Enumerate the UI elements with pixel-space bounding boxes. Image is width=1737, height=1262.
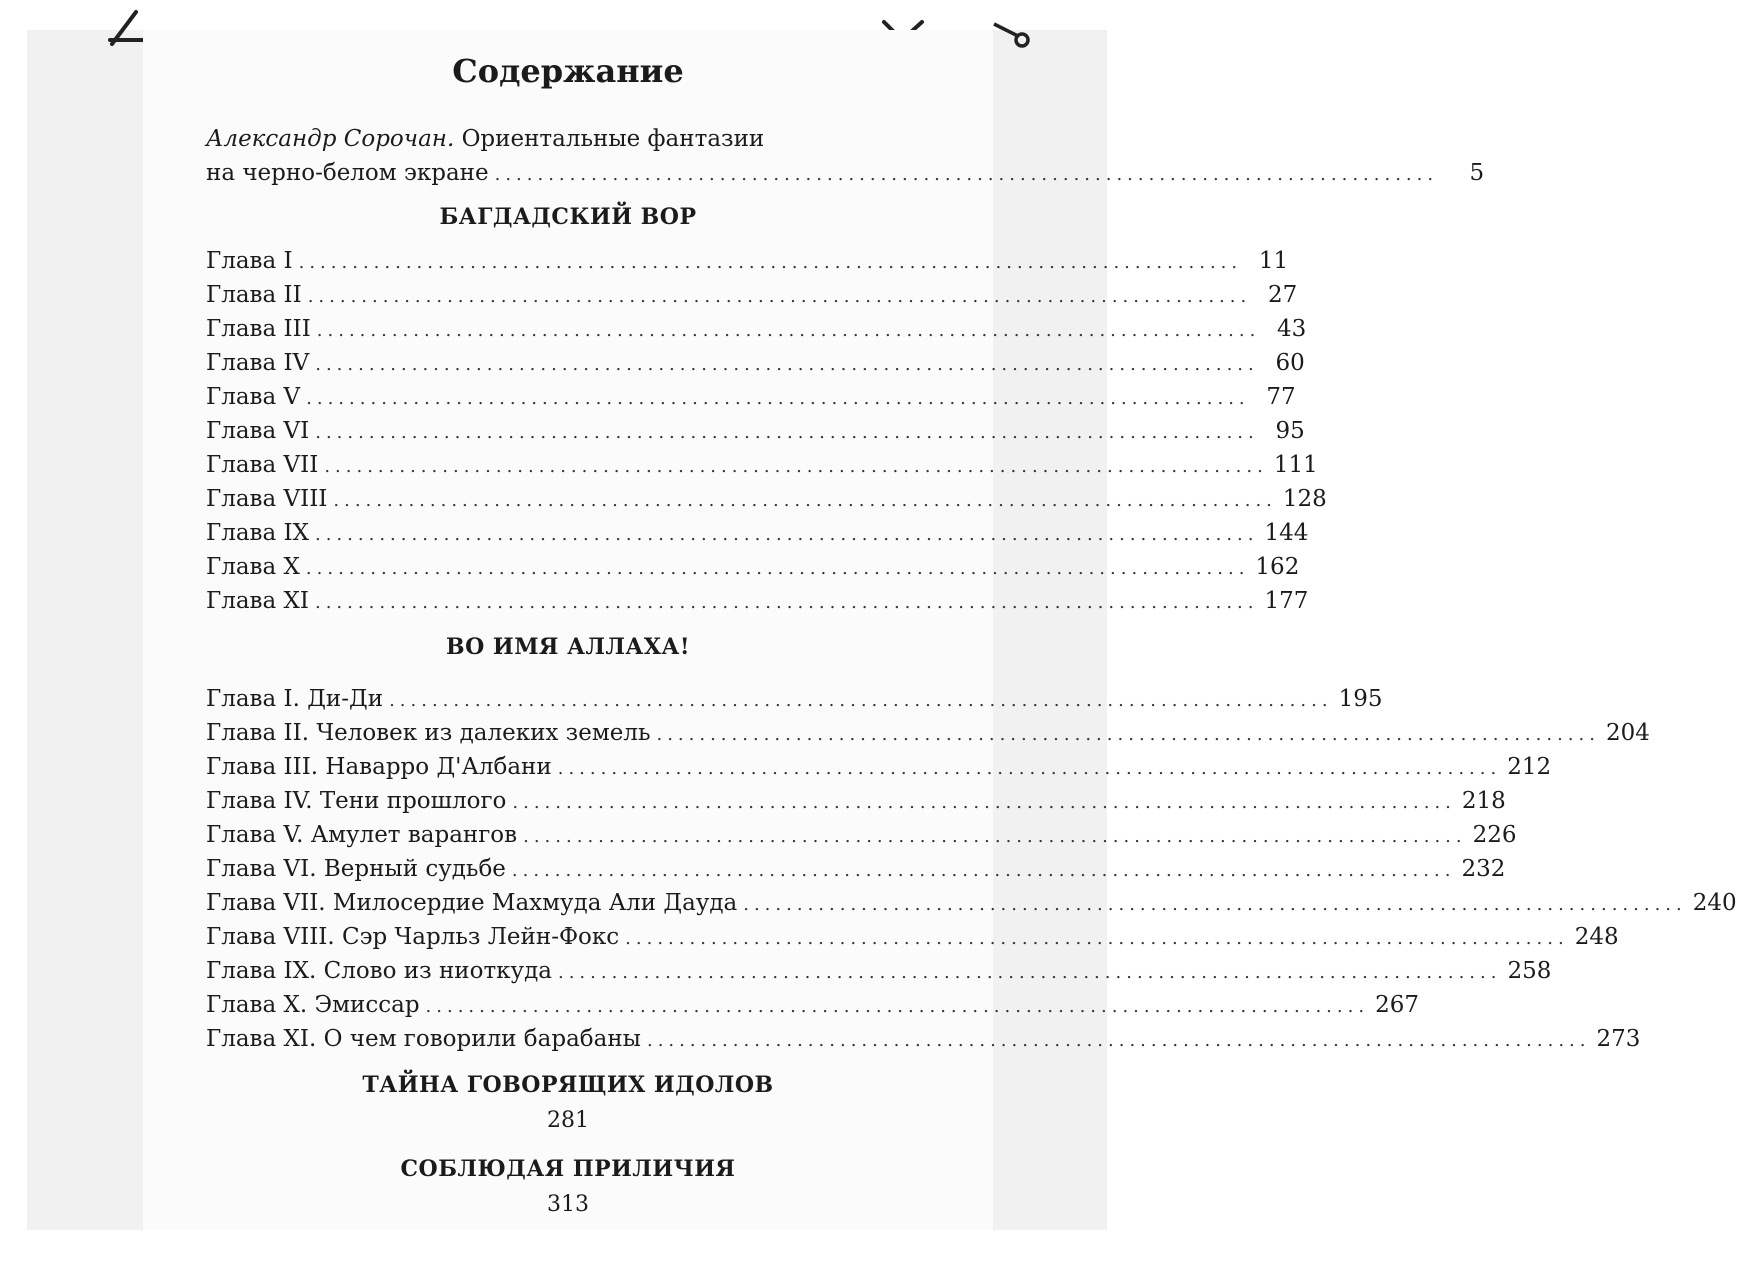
leader-dots: ........................................................................................ [511,860,1456,881]
toc-row [206,448,1318,482]
toc-row-page: 240 [1692,890,1737,916]
toc-row-label: Глава IV. Тени прошлого [206,788,507,814]
toc-row-page: 212 [1507,754,1552,780]
toc-row-page: 218 [1461,788,1506,814]
leader-dots: ........................................................................................ [314,524,1259,545]
leader-dots: ........................................................................................ [306,388,1250,409]
toc-row [206,954,1552,988]
toc-row [206,784,1506,818]
toc-row-label: Глава IX [206,520,309,546]
toc-row-label: Глава VI. Верный судьбе [206,856,506,882]
toc-row [206,852,1506,886]
toc-row-page: 267 [1375,992,1419,1018]
toc-row-page: 258 [1507,958,1552,984]
intro-entry [206,122,888,156]
leader-dots: ........................................................................................ [333,490,1277,511]
leader-dots: ........................................................................................ [314,592,1259,613]
toc-row [206,584,1309,618]
toc-row-label: Глава X. Эмиссар [206,992,420,1018]
toc-row-page: 27 [1267,282,1298,308]
leader-dots: ........................................................................................ [305,558,1250,579]
toc-row-page: 128 [1282,486,1327,512]
leader-dots: ........................................................................................ [324,456,1268,477]
leader-dots: ........................................................................................ [307,286,1252,307]
leader-dots: ........................................................................................ [557,758,1502,779]
toc-row [206,346,1305,380]
toc-row [206,750,1552,784]
leader-dots: ........................................................................................ [646,1030,1591,1051]
leader-dots: ........................................................................................ [512,792,1456,813]
toc-row-label: Глава VIII [206,486,328,512]
toc-row-page: 195 [1338,686,1383,712]
leader-dots: ........................................................................................ [316,320,1261,341]
toc-row [206,380,1296,414]
toc-row [206,716,1650,750]
section-page-keeping-decorum: 313 [547,1192,589,1217]
toc-row [206,414,1305,448]
toc-row-label: Глава V [206,384,301,410]
leader-dots: ........................................................................................ [523,826,1467,847]
toc-row-page: 144 [1264,520,1309,546]
leader-dots: ........................................................................................ [557,962,1502,983]
toc-row-label: Глава XI. О чем говорили барабаны [206,1026,641,1052]
toc-row [206,244,1289,278]
section-heading-talking-idols: ТАЙНА ГОВОРЯЩИХ ИДОЛОВ [362,1072,774,1098]
leader-dots: ........................................................................................ [656,724,1600,745]
toc-row-label: Глава VII [206,452,319,478]
toc-row [206,920,1619,954]
toc-row-page: 177 [1264,588,1309,614]
toc-row [206,516,1309,550]
page-title: Содержание [452,52,684,90]
toc-row-page: 162 [1255,554,1300,580]
toc-row-label: Глава V. Амулет варангов [206,822,518,848]
intro-author: Александр Сорочан. [206,126,455,152]
leader-dots: ........................................................................................ [494,164,1439,185]
toc-row-label: Глава VII. Милосердие Махмуда Али Дауда [206,890,738,916]
toc-row-page: 95 [1275,418,1305,444]
intro-title-line1: Ориентальные фантазии [461,126,765,152]
toc-row-label: Глава II. Человек из далеких земель [206,720,651,746]
toc-row-label: Глава VI [206,418,310,444]
toc-row [206,988,1419,1022]
toc-row-page: 232 [1461,856,1506,882]
toc-row-label: Глава XI [206,588,309,614]
toc-row [206,312,1307,346]
toc-page [143,30,1737,1230]
toc-row [206,886,1737,920]
toc-row-label: Глава II [206,282,302,308]
toc-row-label: Глава X [206,554,300,580]
toc-row-label: Глава VIII. Сэр Чарльз Лейн-Фокс [206,924,620,950]
toc-row-page: 204 [1605,720,1650,746]
toc-row [206,682,1383,716]
toc-row [206,818,1517,852]
toc-row-label: Глава IX. Слово из ниоткуда [206,958,552,984]
toc-row-page: 43 [1277,316,1307,342]
toc-row-page: 226 [1472,822,1517,848]
toc-row-page: 273 [1596,1026,1641,1052]
toc-row-label: Глава I [206,248,293,274]
toc-row-label: Глава I. Ди-Ди [206,686,384,712]
toc-row [206,550,1300,584]
leader-dots: ........................................................................................ [625,928,1569,949]
section-heading-in-allahs-name: ВО ИМЯ АЛЛАХА! [445,634,690,660]
toc-row-page: 60 [1275,350,1305,376]
intro-page: 5 [1469,160,1485,186]
section-heading-baghdad-thief: БАГДАДСКИЙ ВОР [439,204,697,230]
section-heading-keeping-decorum: СОБЛЮДАЯ ПРИЛИЧИЯ [400,1156,736,1182]
leader-dots: ........................................................................................ [315,422,1259,443]
leader-dots: ........................................................................................ [743,894,1687,915]
section-page-talking-idols: 281 [547,1108,589,1133]
toc-row-label: Глава IV [206,350,310,376]
toc-row [206,1022,1641,1056]
intro-title-line2: на черно-белом экране [206,160,489,186]
leader-dots: ........................................................................................ [389,690,1333,711]
toc-row-page: 77 [1266,384,1296,410]
toc-row-page: 248 [1574,924,1619,950]
toc-row [206,482,1327,516]
toc-row-label: Глава III [206,316,311,342]
leader-dots: ........................................................................................ [315,354,1259,375]
toc-row-label: Глава III. Наварро Д'Албани [206,754,552,780]
intro-entry-row [206,156,1485,190]
leader-dots: ........................................................................................ [425,996,1370,1017]
toc-row-page: 11 [1258,248,1289,274]
leader-dots: ........................................................................................ [298,252,1243,273]
toc-row-page: 111 [1273,452,1318,478]
toc-row [206,278,1298,312]
